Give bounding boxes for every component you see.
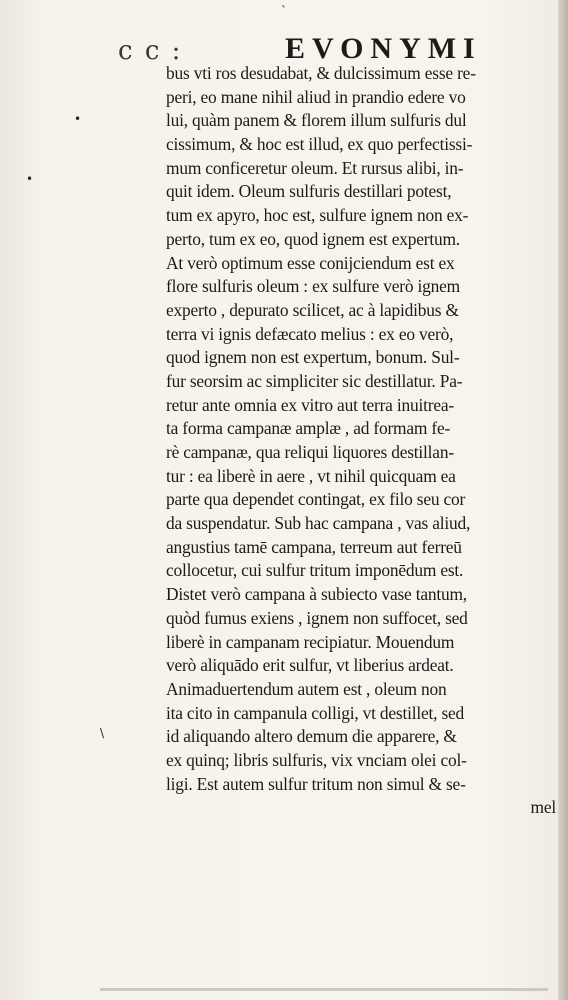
folio-number: c c : [118, 36, 183, 66]
text-line: ligi. Est autem sulfur tritum non simul & se- [166, 773, 466, 794]
stray-mark: ˋ [281, 4, 287, 18]
text-line: id aliquando altero demum die apparere, & [166, 726, 457, 747]
catchword: mel [530, 797, 556, 818]
text-line: terra vi ignis defæcato melius : ex eo verò, [166, 323, 454, 344]
text-line: At verò optimum esse conijciendum est ex [166, 252, 455, 273]
page-bottom-edge [100, 988, 548, 991]
text-line: mum conficeretur oleum. Et rursus alibi, in- [166, 157, 464, 178]
text-line: fur seorsim ac simpliciter sic destillatur. Pa- [166, 370, 463, 391]
text-line: perto, tum ex eo, quod ignem est expertum. [166, 228, 460, 249]
text-line: ita cito in campanula colligi, vt destillet, sed [166, 702, 465, 723]
text-line: quod ignem non est expertum, bonum. Sul- [166, 347, 460, 368]
text-line: quòd fumus exiens , ignem non suffocet, sed [166, 607, 468, 628]
text-line: ta forma campanæ amplæ , ad formam fe- [166, 418, 451, 439]
text-line: tur : ea liberè in aere , vt nihil quicquam ea [166, 465, 456, 486]
stray-mark: \ [100, 726, 105, 740]
text-line: peri, eo mane nihil aliud in prandio edere vo [166, 86, 466, 107]
text-line: da suspendatur. Sub hac campana , vas aliud, [166, 513, 471, 534]
text-line: retur ante omnia ex vitro aut terra inuitrea- [166, 394, 454, 415]
text-line: parte qua dependet contingat, ex filo seu cor [166, 489, 466, 510]
text-line: cissimum, & hoc est illud, ex quo perfectissi- [166, 134, 473, 155]
text-line: bus vti ros desudabat, & dulcissimum esse re- [166, 63, 476, 83]
body-text [166, 62, 560, 820]
text-line: angustius tamē campana, terreum aut ferreū [166, 536, 462, 557]
text-line: tum ex apyro, hoc est, sulfure ignem non ex- [166, 205, 469, 226]
text-line: Distet verò campana à subiecto vase tantum, [166, 584, 467, 605]
text-line: lui, quàm panem & florem illum sulfuris dul [166, 110, 467, 131]
text-line: flore sulfuris oleum : ex sulfure verò ignem [166, 276, 461, 297]
stray-mark: • [74, 112, 82, 126]
text-line: verò aliquādo erit sulfur, vt liberius ardeat. [166, 655, 454, 676]
text-line: ex quinq; libris sulfuris, vix vnciam olei col- [166, 749, 467, 770]
text-line: collocetur, cui sulfur tritum imponēdum est. [166, 560, 464, 581]
text-line: Animaduertendum autem est , oleum non [166, 678, 447, 699]
running-head: EVONYMI [285, 32, 482, 65]
text-line: experto , depurato scilicet, ac à lapidibus & [166, 299, 459, 320]
text-line: rè campanæ, qua reliqui liquores destillan- [166, 442, 454, 462]
stray-mark: • [26, 172, 34, 186]
text-line: liberè in campanam recipiatur. Mouendum [166, 631, 455, 652]
text-line: quit idem. Oleum sulfuris destillari potest, [166, 181, 452, 202]
